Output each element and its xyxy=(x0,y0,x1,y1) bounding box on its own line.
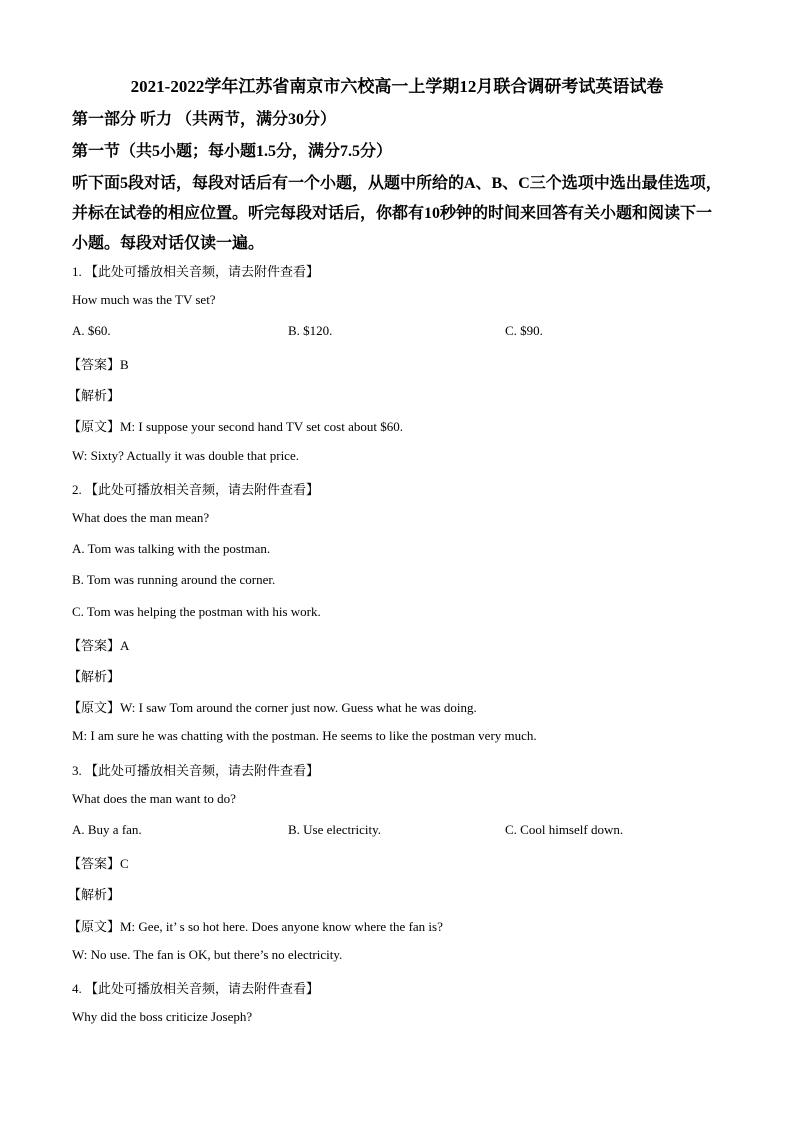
audio-placeholder[interactable]: 2. 【此处可播放相关音频，请去附件查看】 xyxy=(72,482,320,497)
option-c: C. Tom was helping the postman with his work. xyxy=(72,604,321,619)
part-heading: 第一部分 听力 （共两节，满分30分） xyxy=(72,111,337,128)
answer-label: 【答案】A xyxy=(68,638,130,653)
option-b: B. $120. xyxy=(288,323,333,338)
transcript-line: M: I am sure he was chatting with the postman. He seems to like the postman very much. xyxy=(72,728,537,743)
option-b: B. Use electricity. xyxy=(288,822,382,837)
instructions-line: 小题。每段对话仅读一遍。 xyxy=(72,235,265,252)
option-a: A. Tom was talking with the postman. xyxy=(72,541,271,556)
transcript-line: 【原文】M: Gee, it’ s so hot here. Does anyone know where the fan is? xyxy=(68,919,443,934)
instructions-line: 听下面5段对话，每段对话后有一个小题，从题中所给的A、B、C三个选项中选出最佳选项， xyxy=(72,175,722,192)
option-b: B. Tom was running around the corner. xyxy=(72,572,276,587)
option-c: C. Cool himself down. xyxy=(505,822,624,837)
analysis-label: 【解析】 xyxy=(68,887,121,902)
transcript-line: W: No use. The fan is OK, but there’s no electricity. xyxy=(72,947,343,962)
audio-placeholder[interactable]: 1. 【此处可播放相关音频，请去附件查看】 xyxy=(72,264,320,279)
question-text: How much was the TV set? xyxy=(72,292,216,307)
option-a: A. Buy a fan. xyxy=(72,822,142,837)
option-a: A. $60. xyxy=(72,323,111,338)
transcript-line: 【原文】W: I saw Tom around the corner just now. Guess what he was doing. xyxy=(68,700,477,715)
analysis-label: 【解析】 xyxy=(68,669,121,684)
analysis-label: 【解析】 xyxy=(68,388,121,403)
document-title: 2021-2022学年江苏省南京市六校高一上学期12月联合调研考试英语试卷 xyxy=(130,77,664,96)
audio-placeholder[interactable]: 3. 【此处可播放相关音频，请去附件查看】 xyxy=(72,763,320,778)
section-heading: 第一节（共5小题；每小题1.5分，满分7.5分） xyxy=(72,143,393,160)
option-c: C. $90. xyxy=(505,323,543,338)
question-text: What does the man want to do? xyxy=(72,791,236,806)
question-text: What does the man mean? xyxy=(72,510,210,525)
answer-label: 【答案】B xyxy=(68,357,129,372)
audio-placeholder[interactable]: 4. 【此处可播放相关音频，请去附件查看】 xyxy=(72,981,320,996)
answer-label: 【答案】C xyxy=(68,856,129,871)
transcript-line: W: Sixty? Actually it was double that price. xyxy=(72,448,299,463)
transcript-line: 【原文】M: I suppose your second hand TV set cost about $60. xyxy=(68,419,403,434)
question-text: Why did the boss criticize Joseph? xyxy=(72,1009,253,1024)
instructions-line: 并标在试卷的相应位置。听完每段对话后，你都有10秒钟的时间来回答有关小题和阅读下一 xyxy=(72,205,713,222)
